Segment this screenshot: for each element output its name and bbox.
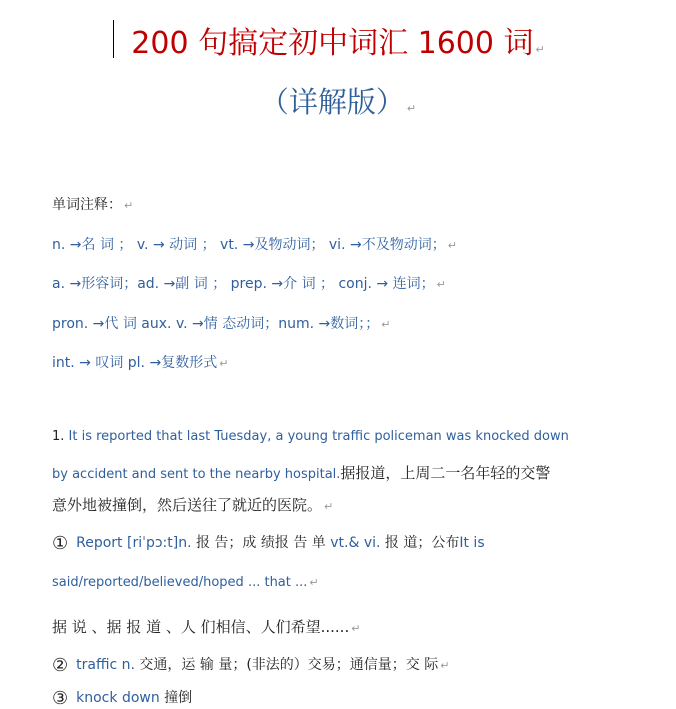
sentence-number: 1.	[52, 429, 65, 444]
note-marker: ③	[52, 688, 69, 709]
document-subtitle: （详解版） ↵	[259, 85, 417, 119]
paragraph-mark: ↵	[406, 102, 417, 115]
legend-line-2: a. →形容词；ad. →副 词 ； prep. →介 词 ； conj. → 连词； ↵	[52, 276, 446, 292]
document-title: 200 句搞定初中词汇 1600 词 ↵	[131, 26, 545, 61]
legend-line-4: int. → 叹词 pl. →复数形式 ↵	[52, 355, 229, 371]
legend-line-3: pron. →代 词 aux. v. →情 态动词；num. →数词；； ↵	[52, 316, 391, 332]
note-1-translation: 据 说 、据 报 道 、人 们相信、人们希望...... ↵	[52, 618, 361, 636]
sentence-1-line-1: 1. It is reported that last Tuesday, a young traffic policeman was knocked down	[52, 429, 569, 444]
sentence-1-line-3: 意外地被撞倒，然后送往了就近的医院。 ↵	[52, 496, 334, 514]
paragraph-mark: ↵	[535, 43, 545, 56]
legend-line-1: n. →名 词 ； v. → 动词 ； vt. →及物动词； vi. →不及物动词； ↵	[52, 237, 457, 253]
note-1-continuation: said/reported/believed/hoped ... that ... ↵	[52, 575, 319, 590]
note-marker: ①	[52, 533, 69, 554]
note-marker: ②	[52, 655, 69, 676]
note-1: ① Report [riˈpɔ:t]n. 报 告；成 绩报 告 单 vt.& vi. 报 道；公布It is	[52, 533, 485, 554]
sentence-1-line-2: by accident and sent to the nearby hospital.据报道，上周二一名年轻的交警	[52, 464, 551, 482]
legend-heading: 单词注释： ↵	[52, 197, 134, 213]
note-3: ③ knock down 撞倒	[52, 688, 193, 709]
note-2: ② traffic n. 交通，运 输 量；(非法的）交易；通信量；交 际 ↵	[52, 655, 450, 676]
